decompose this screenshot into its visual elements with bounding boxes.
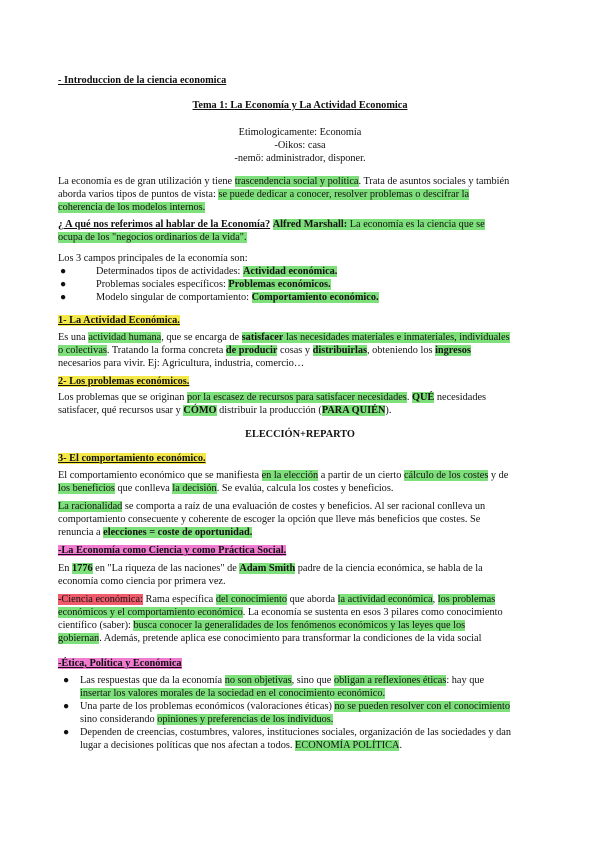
- question-text: ¿ A qué nos referimos al hablar de la Economía?: [58, 219, 271, 230]
- section-3-line-2: [58, 482, 393, 495]
- bullet-dot: ●: [60, 292, 67, 303]
- text-run: ,: [432, 594, 438, 605]
- text-run: , sino que: [291, 675, 334, 686]
- highlight: CÓMO: [183, 405, 217, 416]
- highlight: ocupa de los "negocios ordinarios de la vida".: [58, 232, 247, 243]
- text-run: . Se evalúa, calcula los costes y beneficios.: [216, 483, 394, 494]
- bullet-dot: ●: [63, 675, 70, 686]
- highlight: opiniones y preferencias de los individuos.: [157, 714, 334, 725]
- highlight: QUÉ: [411, 392, 435, 403]
- highlight: 3- El comportamiento económico.: [58, 453, 206, 464]
- intro-line-1: [58, 175, 509, 188]
- highlight: Adam Smith: [239, 563, 296, 574]
- section-4-ciencia-line-1: [58, 593, 495, 606]
- text-run: . La economía se sustenta en esos 3 pilares como conocimiento: [242, 607, 503, 618]
- highlight: elecciones = coste de oportunidad.: [103, 527, 253, 538]
- highlight: los problemas: [437, 594, 496, 605]
- campo-item-3: [96, 291, 379, 304]
- highlight: las necesidades materiales e inmateriales, individuales: [283, 332, 510, 343]
- highlight: 1776: [72, 563, 93, 574]
- text-run: satisfacer, qué recursos usar y: [58, 405, 184, 416]
- text-run: : hay que: [446, 675, 485, 686]
- section-4-line-1: [58, 562, 483, 575]
- highlight: ingresos: [435, 345, 471, 356]
- section-1-heading: [58, 314, 180, 327]
- text-run: .: [406, 392, 412, 403]
- etymology-line-2: -Oikos: casa: [274, 140, 326, 151]
- text-run: Es una: [58, 332, 89, 343]
- text-run: a partir de un cierto: [318, 470, 404, 481]
- highlight: trascendencia social y política: [234, 176, 359, 187]
- highlight: 1- La Actividad Económica.: [58, 315, 180, 326]
- text-run: aborda varios tipos de puntos de vista:: [58, 189, 219, 200]
- text-run: Rama específica: [142, 594, 216, 605]
- section-4-line-2: economía como ciencia por primera vez.: [58, 576, 226, 587]
- highlight: gobiernan: [58, 633, 100, 644]
- section-5-bullet-2-line-2: [80, 713, 333, 726]
- highlight: económicos y el comportamiento económico: [58, 607, 243, 618]
- text-run: cosas y: [277, 345, 313, 356]
- section-2-heading: [58, 375, 189, 388]
- text-run: distribuir la producción (: [216, 405, 322, 416]
- section-3-rac-line-2: comportamiento consecuente y coherente de escoger la opción que lleve más beneficios que costes. Se: [58, 514, 481, 525]
- highlight: -Ética, Política y Económica: [58, 658, 182, 669]
- highlight: por la escasez de recursos para satisfacer necesidades: [186, 392, 407, 403]
- campo-item-1: [96, 265, 337, 278]
- text-run: .: [399, 740, 403, 751]
- highlight: Actividad económica.: [242, 266, 338, 277]
- intro-line-3: [58, 201, 205, 214]
- text-run: sino considerando: [80, 714, 158, 725]
- text-run: . Además, pretende aplica ese conocimiento para transformar la condiciones de la vida social: [99, 633, 482, 644]
- eleccion-reparto: ELECCIÓN+REPARTO: [245, 429, 355, 440]
- section-1-line-3: necesarios para vivir. Ej: Agricultura, industria, comercio…: [58, 358, 305, 369]
- highlight: distribuirlas: [312, 345, 367, 356]
- section-2-line-2: [58, 404, 391, 417]
- etymology-line-1: Etimologicamente: Economía: [238, 127, 362, 138]
- highlight: -Ciencia económica:: [58, 594, 143, 605]
- text-run: renuncia a: [58, 527, 104, 538]
- text-run: ).: [385, 405, 392, 416]
- campo-item-2: [96, 278, 331, 291]
- highlight: PARA QUIÉN: [321, 405, 386, 416]
- highlight: no se pueden resolver con el conocimiento: [334, 701, 511, 712]
- text-run: padre de la ciencia económica, se habla de la: [295, 563, 483, 574]
- section-4-ciencia-line-4: [58, 632, 481, 645]
- section-3-heading: [58, 452, 206, 465]
- section-5-bullet-3-line-1: Dependen de creencias, costumbres, valores, instituciones sociales, organización de las sociedades y dan: [80, 727, 511, 738]
- section-4-ciencia-line-2: [58, 606, 503, 619]
- text-run: que conlleva: [114, 483, 173, 494]
- highlight: la actividad económica: [337, 594, 433, 605]
- campos-intro: Los 3 campos principales de la economía son:: [58, 253, 248, 264]
- section-3-rac-line-1: [58, 500, 485, 513]
- author-name: Alfred Marshall:: [272, 219, 348, 230]
- highlight: obligan a reflexiones éticas: [333, 675, 447, 686]
- highlight: en la elección: [261, 470, 319, 481]
- highlight: cálculo de los costes: [403, 470, 489, 481]
- question-line-2: [58, 231, 247, 244]
- section-2-line-1: [58, 391, 486, 404]
- highlight: busca conocer la generalidades de los fenómenos económicos y las leyes que los: [133, 620, 466, 631]
- text-run: necesidades: [434, 392, 487, 403]
- etymology-line-3: -nemö: administrador, disponer.: [234, 153, 366, 164]
- tema-title: Tema 1: La Economía y La Actividad Economica: [192, 100, 408, 111]
- text-run: El comportamiento económico que se manifiesta: [58, 470, 262, 481]
- highlight: -La Economía como Ciencia y como Práctica Social.: [58, 545, 287, 556]
- text-run: . Tratando la forma concreta: [106, 345, 226, 356]
- text-run: . Trata de asuntos sociales y también: [358, 176, 510, 187]
- section-5-bullet-2-line-1: [80, 700, 510, 713]
- bullet-dot: ●: [63, 727, 70, 738]
- section-1-line-1: [58, 331, 510, 344]
- highlight: ECONOMÍA POLÍTICA: [295, 740, 400, 751]
- highlight: Problemas económicos.: [228, 279, 331, 290]
- section-5-heading: [58, 657, 182, 670]
- highlight: insertar los valores morales de la sociedad en el conocimiento económico.: [80, 688, 386, 699]
- highlight: actividad humana: [88, 332, 162, 343]
- text-run: Modelo singular de comportamiento:: [96, 292, 252, 303]
- text-run: , que se encarga de: [161, 332, 242, 343]
- text-run: Problemas sociales específicos:: [96, 279, 229, 290]
- highlight: Comportamiento económico.: [251, 292, 379, 303]
- text-run: en "La riqueza de las naciones" de: [92, 563, 240, 574]
- highlight: La economía es la ciencia que se: [347, 219, 485, 230]
- highlight: coherencia de los modelos internos.: [58, 202, 206, 213]
- highlight: La racionalidad: [58, 501, 123, 512]
- highlight: los beneficios: [58, 483, 115, 494]
- section-3-line-1: [58, 469, 508, 482]
- text-run: científico (saber):: [58, 620, 134, 631]
- highlight: no son objetivas: [224, 675, 292, 686]
- section-5-bullet-3-line-2: [80, 739, 402, 752]
- highlight: se puede dedicar a conocer, resolver problemas o descifrar la: [218, 189, 470, 200]
- bullet-dot: ●: [60, 266, 67, 277]
- highlight: o colectivas: [58, 345, 107, 356]
- section-5-bullet-1-line-1: [80, 674, 484, 687]
- section-1-line-2: [58, 344, 471, 357]
- highlight: 2- Los problemas económicos.: [58, 376, 190, 387]
- highlight: satisfacer: [241, 332, 284, 343]
- bullet-dot: ●: [63, 701, 70, 712]
- section-3-rac-line-3: [58, 526, 252, 539]
- text-run: , obteniendo los: [366, 345, 436, 356]
- question-line-1: [58, 218, 485, 231]
- text-run: y de: [488, 470, 509, 481]
- text-run: se comporta a raíz de una evaluación de costes y beneficios. Al ser racional conlleva un: [122, 501, 486, 512]
- text-run: lugar a decisiones políticas que nos afectan a todos.: [80, 740, 296, 751]
- text-run: Una parte de los problemas económicos (valoraciones éticas): [80, 701, 335, 712]
- intro-line-2: [58, 188, 469, 201]
- text-run: En: [58, 563, 73, 574]
- highlight: de producir: [225, 345, 278, 356]
- text-run: Los problemas que se originan: [58, 392, 187, 403]
- bullet-dot: ●: [60, 279, 67, 290]
- section-5-bullet-1-line-2: [80, 687, 385, 700]
- text-run: Determinados tipos de actividades:: [96, 266, 243, 277]
- highlight: la decisión: [172, 483, 217, 494]
- section-4-ciencia-line-3: [58, 619, 465, 632]
- text-run: La economía es de gran utilización y tiene: [58, 176, 235, 187]
- highlight: del conocimiento: [215, 594, 288, 605]
- text-run: Las respuestas que da la economía: [80, 675, 225, 686]
- section-4-heading: [58, 544, 286, 557]
- document-header: - Introduccion de la ciencia economica: [58, 75, 227, 86]
- text-run: que aborda: [287, 594, 338, 605]
